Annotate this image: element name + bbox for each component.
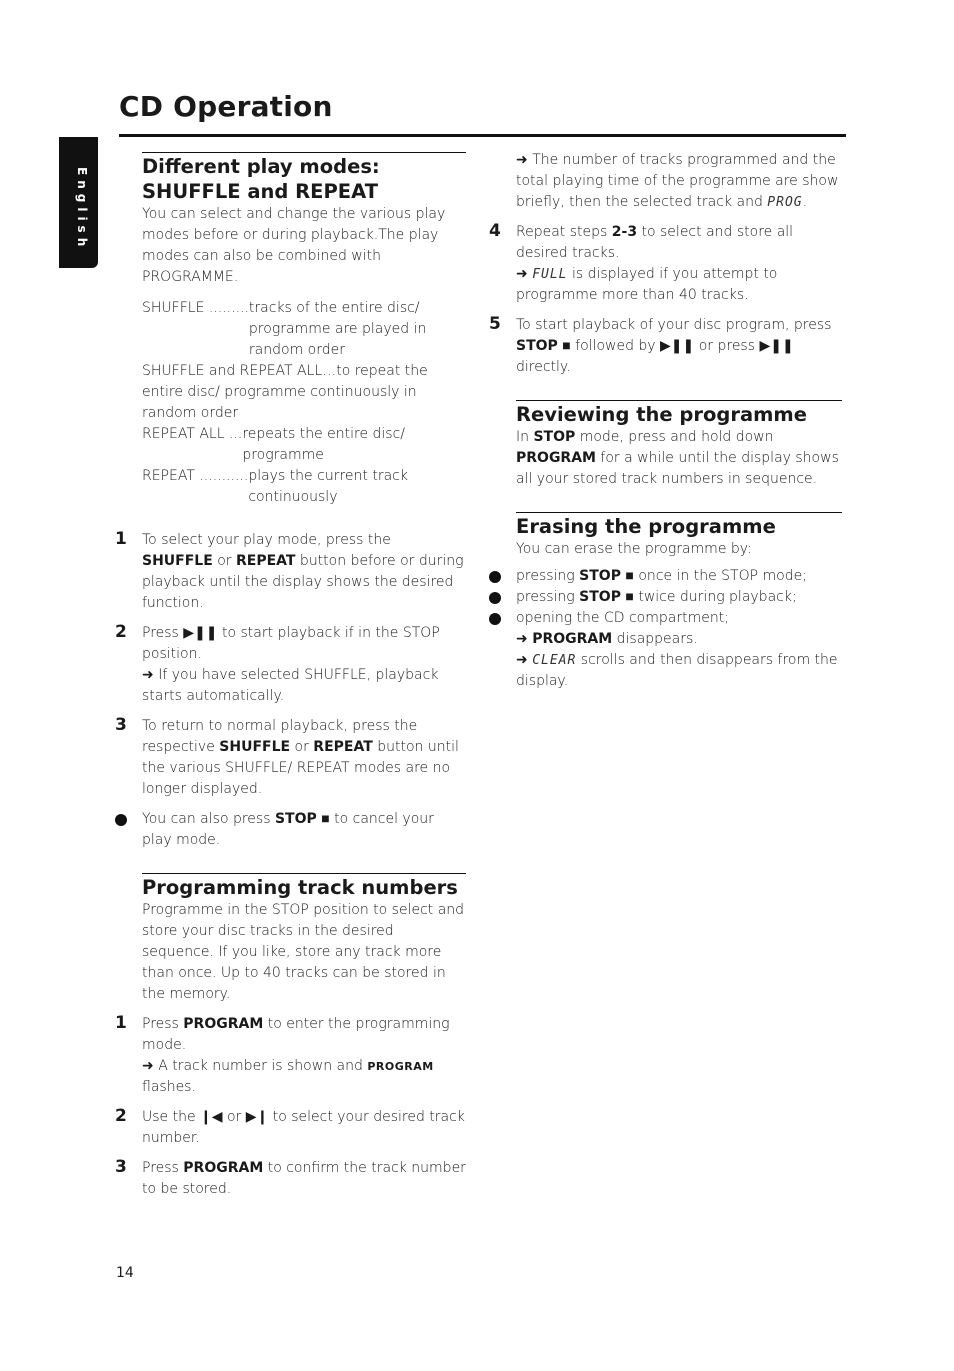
mode-desc: repeats the entire disc/ programme xyxy=(242,426,406,463)
step-note: ➜ If you have selected SHUFFLE, playback starts automatically. xyxy=(142,667,439,704)
reviewing-text: In STOP mode, press and hold down PROGRAM for a while until the display shows all your stored track numbers in sequence. xyxy=(516,429,839,487)
mode-desc: plays the current track continuously xyxy=(248,468,408,505)
step-1 xyxy=(115,529,466,614)
program-summary-note: ➜ The number of tracks programmed and the total playing time of the programme are show briefly, then the selected track and PROG. xyxy=(516,152,839,210)
section-heading-reviewing: Reviewing the programme xyxy=(516,400,842,427)
step-text: Press ▶❚❚ to start playback if in the STOP position. xyxy=(142,625,440,662)
mode-key: REPEAT ALL ... xyxy=(142,426,243,442)
arrow-icon: ➜ xyxy=(142,667,154,683)
section-heading-play-modes: Different play modes: SHUFFLE and REPEAT xyxy=(142,152,466,204)
erasing-intro: You can erase the programme by: xyxy=(516,541,752,557)
program-step-2 xyxy=(115,1106,466,1149)
mode-key-and: and xyxy=(204,363,240,379)
step-note: ➜ A track number is shown and PROGRAM flashes. xyxy=(142,1058,434,1095)
stop-icon: ■ xyxy=(562,338,571,354)
stop-icon: ■ xyxy=(625,589,634,605)
mode-desc: tracks of the entire disc/ programme are played in random order xyxy=(248,300,427,358)
step-text: Press PROGRAM to enter the programming mode. xyxy=(142,1016,450,1053)
arrow-icon: ➜ xyxy=(516,266,528,282)
section-heading-programming: Programming track numbers xyxy=(142,873,466,900)
program-step-3 xyxy=(115,1157,466,1200)
bullet-icon xyxy=(489,571,501,583)
mode-key: REPEAT ALL xyxy=(239,363,323,379)
program-step-1 xyxy=(115,1013,466,1098)
right-column xyxy=(489,150,842,692)
lcd-text: PROG xyxy=(767,195,803,210)
bullet-icon xyxy=(489,613,501,625)
mode-key-desc xyxy=(142,361,466,424)
play-pause-icon: ▶❚❚ xyxy=(660,338,695,354)
erase-note-2: ➜ CLEAR scrolls and then disappears from the display. xyxy=(516,652,838,689)
bullet-icon xyxy=(115,814,127,826)
step-number: 2 xyxy=(115,1106,127,1126)
play-modes-list xyxy=(142,298,466,508)
step-note: ➜ FULL is displayed if you attempt to programme more than 40 tracks. xyxy=(516,266,778,303)
title-rule xyxy=(119,134,846,137)
mode-repeat xyxy=(142,466,466,508)
bullet-text: You can also press STOP ■ to cancel your play mode. xyxy=(142,811,434,848)
bullet-icon xyxy=(489,592,501,604)
program-step-4 xyxy=(489,221,842,306)
arrow-icon: ➜ xyxy=(516,631,528,647)
mode-shuffle-repeat-all xyxy=(142,361,466,424)
previous-icon: ❙◀ xyxy=(200,1109,223,1125)
stop-icon: ■ xyxy=(321,811,330,827)
step-number: 5 xyxy=(489,314,501,334)
mode-repeat-all xyxy=(142,424,466,466)
bullet-cancel-play-mode xyxy=(142,809,466,851)
play-modes-intro: You can select and change the various play modes before or during playback.The play modes can also be combined with PROGRAMME. xyxy=(142,206,446,285)
step-text: Use the ❙◀ or ▶❙ to select your desired track number. xyxy=(142,1109,465,1146)
mode-shuffle xyxy=(142,298,466,361)
erase-bullet-2: pressing STOP ■ twice during playback; xyxy=(516,587,842,608)
step-number: 3 xyxy=(115,715,127,735)
arrow-icon: ➜ xyxy=(142,1058,154,1074)
left-column xyxy=(115,152,466,1200)
step-3 xyxy=(115,715,466,800)
erase-bullet-3: opening the CD compartment; ➜ PROGRAM disappears. ➜ CLEAR scrolls and then disappears from the display. xyxy=(516,608,842,692)
mode-key-dots: … xyxy=(322,363,337,379)
step-number: 1 xyxy=(115,1013,127,1033)
step-text: Press PROGRAM to confirm the track number to be stored. xyxy=(142,1160,466,1197)
language-tab-label: English xyxy=(75,167,89,252)
step-text: To return to normal playback, press the respective SHUFFLE or REPEAT button until the various SHUFFLE/ REPEAT modes are no longer displayed. xyxy=(142,718,459,797)
stop-icon: ■ xyxy=(625,568,634,584)
arrow-icon: ➜ xyxy=(516,152,528,168)
page-title: CD Operation xyxy=(119,90,333,123)
mode-key: SHUFFLE xyxy=(142,363,205,379)
lcd-text: FULL xyxy=(532,267,568,282)
step-number: 2 xyxy=(115,622,127,642)
lcd-text: CLEAR xyxy=(532,653,577,668)
step-text: To start playback of your disc program, press STOP ■ followed by ▶❚❚ or press ▶❚❚ directly. xyxy=(516,317,832,375)
play-pause-icon: ▶❚❚ xyxy=(183,625,218,641)
mode-desc: to repeat the entire disc/ programme continuously in random order xyxy=(142,363,428,421)
language-tab xyxy=(59,137,98,268)
erase-bullet-1: pressing STOP ■ once in the STOP mode; xyxy=(516,566,842,587)
mode-key: SHUFFLE ......... xyxy=(142,300,249,316)
program-step-5 xyxy=(489,314,842,378)
step-number: 3 xyxy=(115,1157,127,1177)
play-pause-icon: ▶❚❚ xyxy=(759,338,794,354)
step-text: Repeat steps 2-3 to select and store all desired tracks. xyxy=(516,224,794,261)
section-heading-erasing: Erasing the programme xyxy=(516,512,842,539)
step-2 xyxy=(115,622,466,707)
next-icon: ▶❙ xyxy=(245,1109,269,1125)
erase-note-1: ➜ PROGRAM disappears. xyxy=(516,631,698,647)
mode-key: REPEAT ........... xyxy=(142,468,249,484)
programming-intro: Programme in the STOP position to select and store your disc tracks in the desired sequence. If you like, store any track more than once. Up to 40 tracks can be stored in the memory. xyxy=(142,902,465,1002)
step-number: 4 xyxy=(489,221,501,241)
page-number: 14 xyxy=(116,1265,134,1281)
step-number: 1 xyxy=(115,529,127,549)
arrow-icon: ➜ xyxy=(516,652,528,668)
step-text: To select your play mode, press the SHUFFLE or REPEAT button before or during playback until the display shows the desired function. xyxy=(142,532,464,611)
